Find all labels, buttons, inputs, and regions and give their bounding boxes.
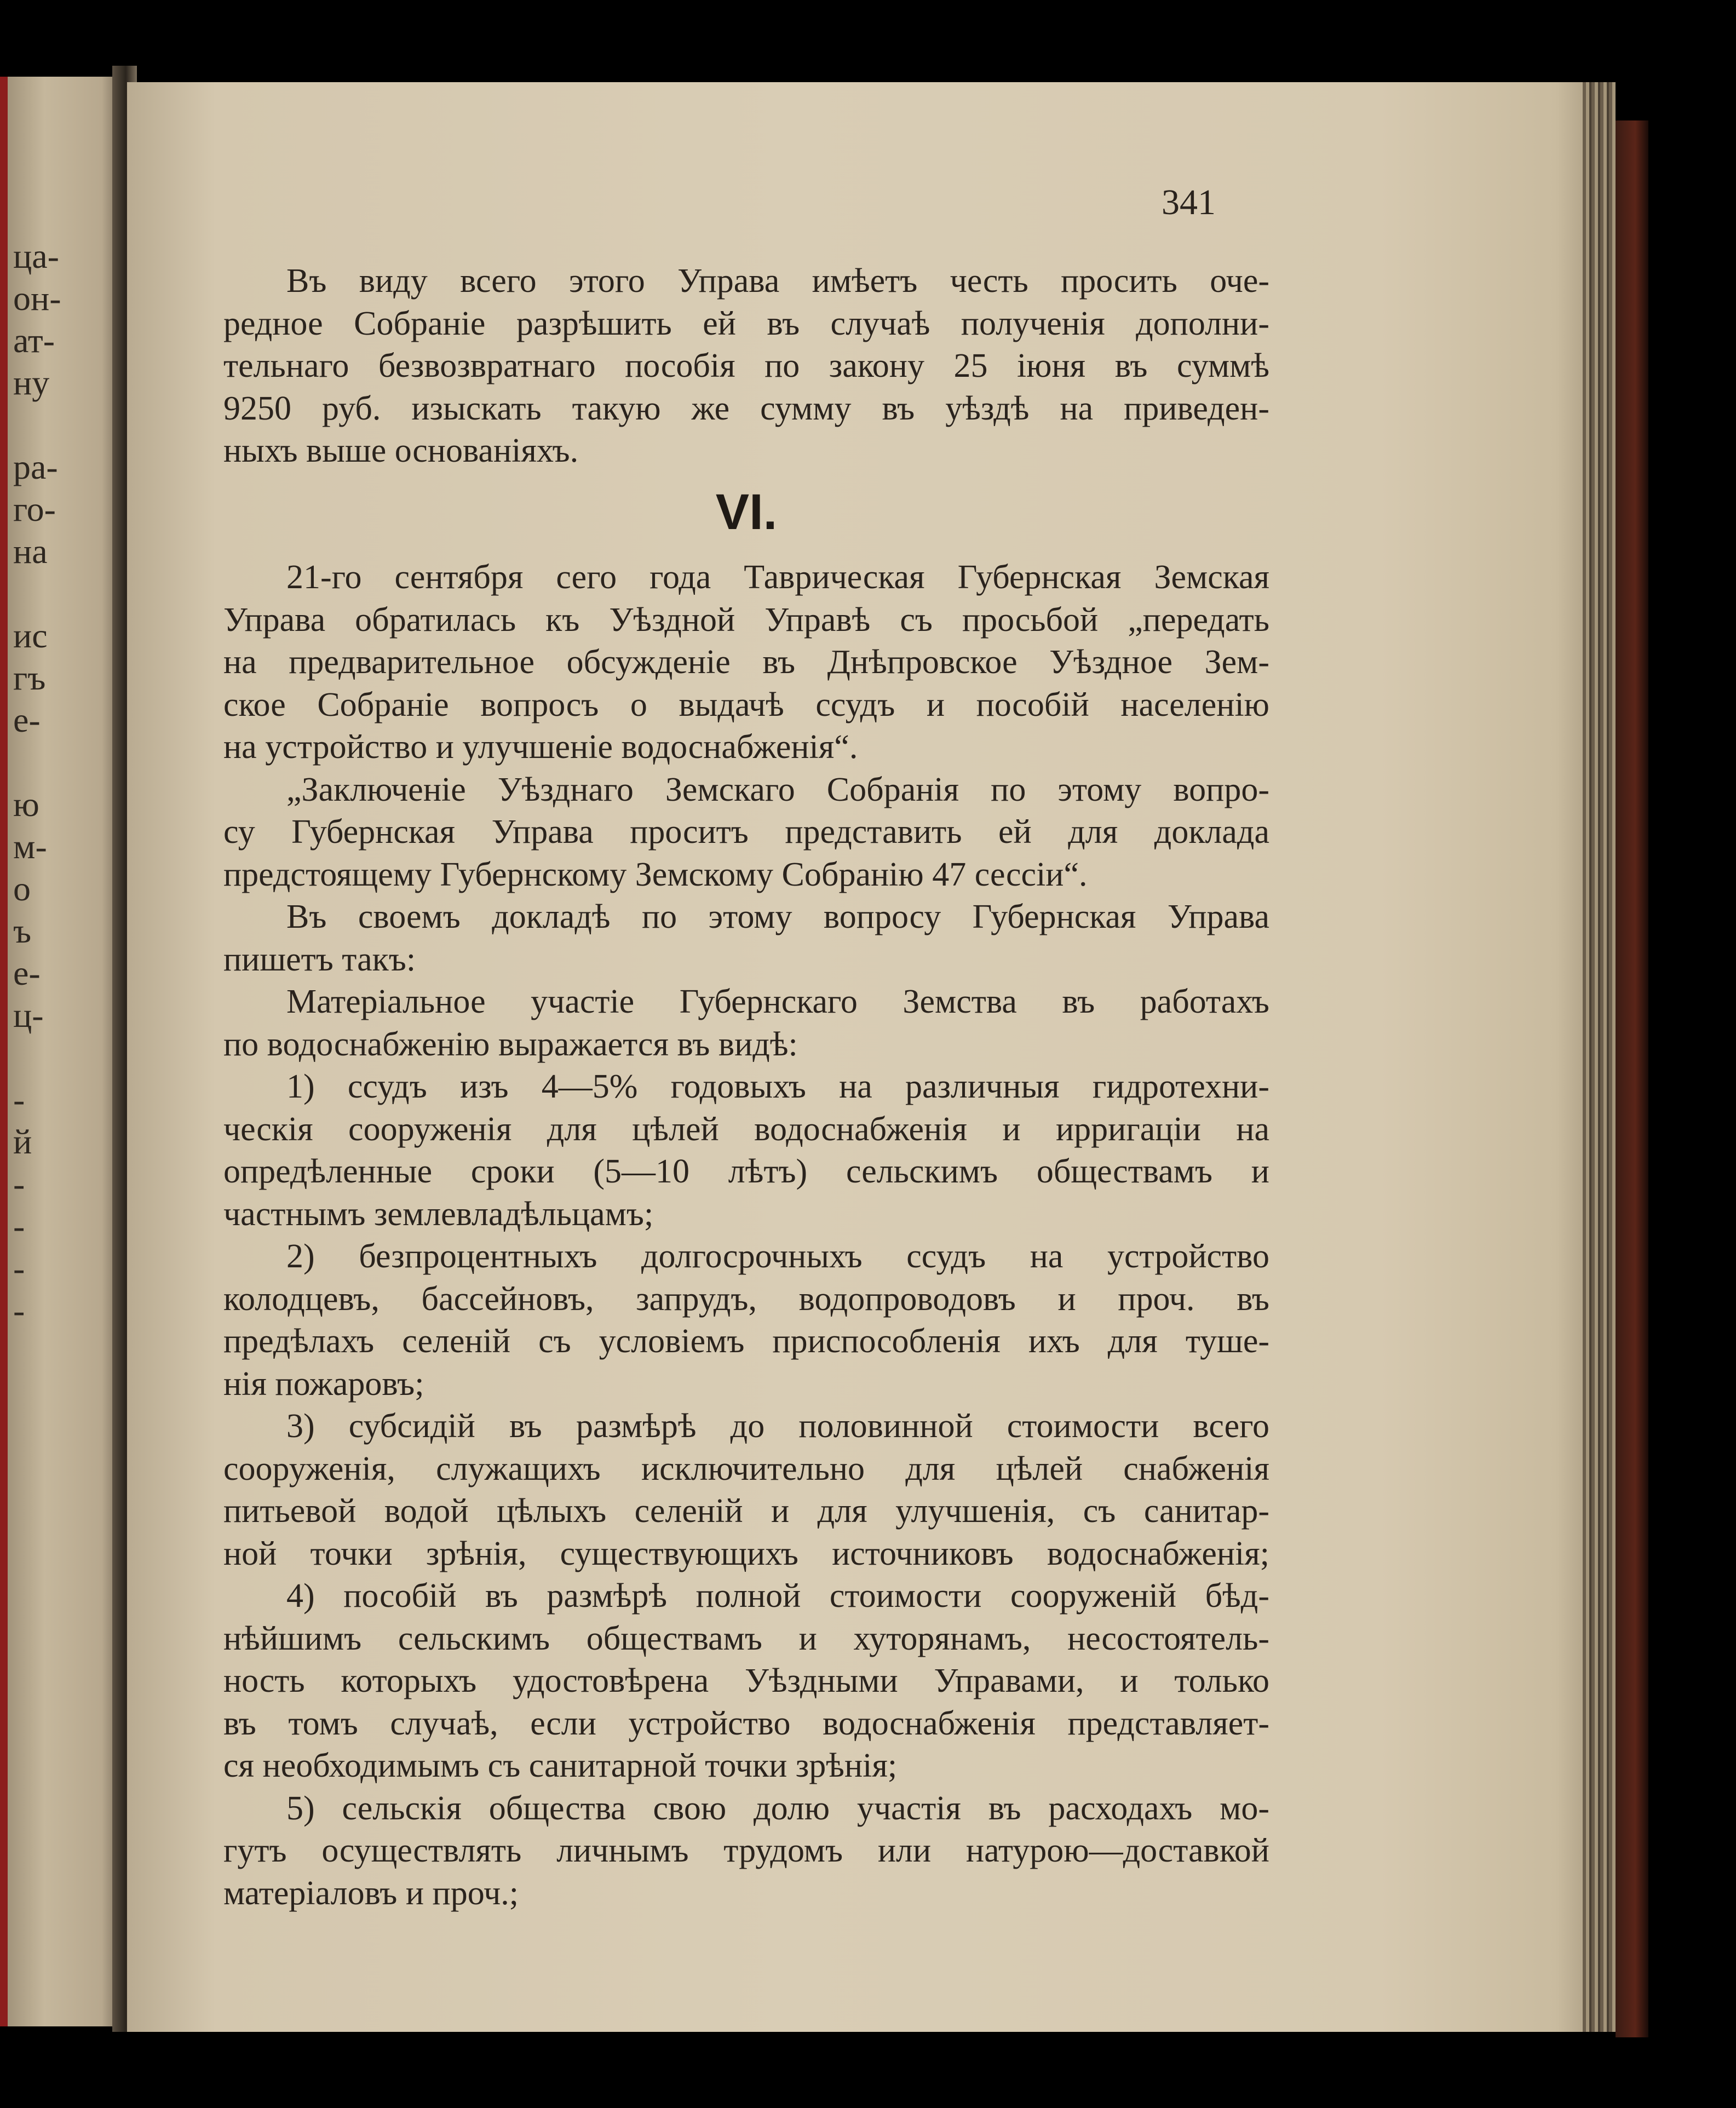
body-text — [223, 556, 1269, 1915]
text-line: нѣйшимъ сельскимъ обществамъ и хуторянамъ, несостоятель- — [223, 1619, 1269, 1657]
left-page-fragment: е- — [13, 700, 41, 739]
text-line: „Заключеніе Уѣзднаго Земскаго Собранія по этому вопро- — [286, 771, 1269, 808]
left-page-fragment: - — [13, 1249, 25, 1288]
text-line: 4) пособій въ размѣрѣ полной стоимости сооруженій бѣд- — [286, 1577, 1269, 1615]
text-line: нія пожаровъ; — [223, 1365, 424, 1403]
text-line: 21-го сентября сего года Таврическая Губернская Земская — [286, 559, 1269, 596]
left-page-fragment: ис — [13, 616, 48, 655]
text-line: ское Собраніе вопросъ о выдачѣ ссудъ и пособій населенію — [223, 686, 1269, 723]
text-line: Управа обратилась къ Уѣздной Управѣ съ просьбой „передать — [223, 601, 1269, 639]
text-line: пишетъ такъ: — [223, 940, 416, 978]
text-line: Матеріальное участіе Губернскаго Земства въ работахъ — [286, 983, 1269, 1020]
left-page-fragment: го- — [13, 490, 56, 529]
text-line: ческія сооруженія для цѣлей водоснабженія и ирригаціи на — [223, 1110, 1269, 1148]
text-line: ныхъ выше основаніяхъ. — [223, 432, 579, 469]
text-line: сооруженія, служащихъ исключительно для цѣлей снабженія — [223, 1450, 1269, 1487]
paragraph-1 — [223, 260, 1269, 473]
left-page-fragment: е- — [13, 954, 41, 992]
text-line: колодцевъ, бассейновъ, запрудъ, водопроводовъ и проч. въ — [223, 1280, 1269, 1318]
text-line: гутъ осуществлять личнымъ трудомъ или натурою—доставкой — [223, 1832, 1269, 1869]
left-page-fragment: ат- — [13, 321, 55, 360]
left-page-fragment: - — [13, 1164, 25, 1203]
left-page-fragment: на — [13, 532, 48, 571]
text-line: 9250 руб. изыскать такую же сумму въ уѣздѣ на приведен- — [223, 389, 1269, 427]
left-page-fragment: - — [13, 1080, 25, 1119]
text-line: редное Собраніе разрѣшить ей въ случаѣ полученія дополни- — [223, 305, 1269, 342]
left-page-fragment: ъ — [13, 911, 32, 950]
left-page-fragment: ц- — [13, 996, 44, 1035]
text-line: по водоснабженію выражается въ видѣ: — [223, 1025, 798, 1063]
text-line: 2) безпроцентныхъ долгосрочныхъ ссудъ на устройство — [286, 1238, 1269, 1275]
text-line: ной точки зрѣнія, существующихъ источниковъ водоснабженія; — [223, 1535, 1269, 1572]
left-page-fragment: - — [13, 1291, 25, 1330]
left-page-fragment: он- — [13, 279, 61, 318]
text-line: предстоящему Губернскому Земскому Собранію 47 сессіи“. — [223, 855, 1088, 893]
left-page-fragment: ца- — [13, 237, 59, 275]
left-cover-red-edge — [0, 77, 8, 2026]
page-number: 341 — [1162, 182, 1216, 222]
text-line: ность которыхъ удостовѣрена Уѣздными Управами, и только — [223, 1662, 1269, 1699]
text-line: опредѣленные сроки (5—10 лѣтъ) сельскимъ обществамъ и — [223, 1153, 1269, 1190]
text-line: въ томъ случаѣ, если устройство водоснабженія представляет- — [223, 1704, 1269, 1742]
left-page-fragment: гъ — [13, 658, 46, 697]
left-page-fragment: м- — [13, 827, 47, 866]
text-line: ся необходимымъ съ санитарной точки зрѣнія; — [223, 1747, 898, 1784]
left-page-fragment: й — [13, 1122, 32, 1161]
text-line: 1) ссудъ изъ 4—5% годовыхъ на различныя гидротехни- — [286, 1068, 1269, 1105]
text-line: 3) субсидій въ размѣрѣ до половинной стоимости всего — [286, 1408, 1269, 1445]
text-line: питьевой водой цѣлыхъ селеній и для улучшенія, съ санитар- — [223, 1492, 1269, 1530]
text-line: предѣлахъ селеній съ условіемъ приспособленія ихъ для туше- — [223, 1323, 1269, 1360]
text-line: частнымъ землевладѣльцамъ; — [223, 1195, 654, 1233]
right-cover-edge — [1616, 120, 1648, 2037]
left-page-fragment: ра- — [13, 447, 58, 486]
left-page-fragment: ну — [13, 363, 50, 402]
left-page-edge — [0, 77, 127, 2026]
text-line: Въ своемъ докладѣ по этому вопросу Губернская Управа — [286, 898, 1269, 935]
page-edge-stack — [1583, 82, 1616, 2032]
section-heading: VI. — [715, 484, 778, 540]
text-line: матеріаловъ и проч.; — [223, 1874, 519, 1912]
left-page-fragment: о — [13, 869, 31, 908]
text-line: су Губернская Управа проситъ представить ей для доклада — [223, 813, 1269, 851]
left-page-fragment: ю — [13, 785, 39, 824]
left-page-fragment: - — [13, 1207, 25, 1245]
text-line: 5) сельскія общества свою долю участія въ расходахъ мо- — [286, 1789, 1269, 1827]
text-line: на устройство и улучшеніе водоснабженія“. — [223, 728, 858, 766]
text-line: на предварительное обсужденіе въ Днѣпровское Уѣздное Зем- — [223, 644, 1269, 681]
text-line: тельнаго безвозвратнаго пособія по закону 25 іюня въ суммѣ — [223, 347, 1269, 384]
text-line: Въ виду всего этого Управа имѣетъ честь просить оче- — [286, 262, 1269, 300]
